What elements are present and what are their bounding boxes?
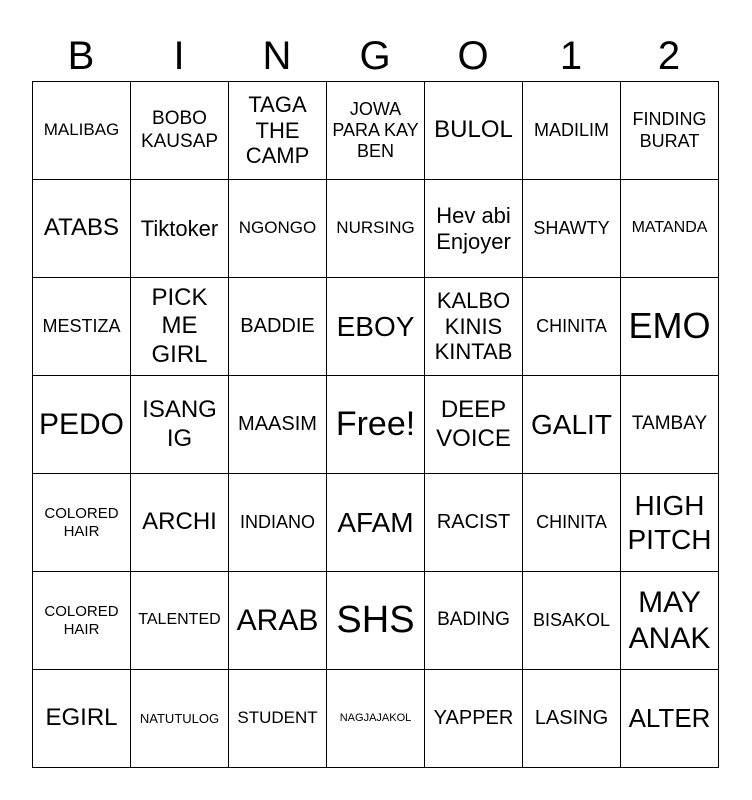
bingo-cell[interactable]: BADING — [425, 572, 523, 670]
bingo-cell[interactable]: ALTER — [621, 670, 719, 768]
bingo-cell[interactable]: NURSING — [327, 180, 425, 278]
bingo-cell[interactable]: FINDING BURAT — [621, 82, 719, 180]
bingo-cell[interactable]: BULOL — [425, 82, 523, 180]
bingo-cell[interactable]: PICK ME GIRL — [131, 278, 229, 376]
bingo-cell[interactable]: ATABS — [33, 180, 131, 278]
bingo-card-grid — [32, 81, 719, 768]
bingo-cell[interactable]: TALENTED — [131, 572, 229, 670]
bingo-cell[interactable]: MAASIM — [229, 376, 327, 474]
bingo-cell[interactable]: SHAWTY — [523, 180, 621, 278]
header-letter-i: I — [173, 34, 185, 78]
bingo-cell[interactable]: EGIRL — [33, 670, 131, 768]
header-letter-g: G — [359, 34, 391, 78]
bingo-cell[interactable]: ARAB — [229, 572, 327, 670]
bingo-cell[interactable]: MALIBAG — [33, 82, 131, 180]
bingo-cell[interactable]: MAY ANAK — [621, 572, 719, 670]
header-letter-n: N — [262, 34, 292, 78]
bingo-cell[interactable]: EMO — [621, 278, 719, 376]
bingo-cell[interactable]: DEEP VOICE — [425, 376, 523, 474]
bingo-cell[interactable]: BADDIE — [229, 278, 327, 376]
bingo-cell[interactable]: BOBO KAUSAP — [131, 82, 229, 180]
bingo-cell[interactable]: Tiktoker — [131, 180, 229, 278]
bingo-cell[interactable]: ISANG IG — [131, 376, 229, 474]
bingo-cell[interactable]: NGONGO — [229, 180, 327, 278]
bingo-cell[interactable]: Hev abi Enjoyer — [425, 180, 523, 278]
bingo-cell[interactable]: YAPPER — [425, 670, 523, 768]
header-digit-2: 2 — [657, 34, 681, 78]
bingo-cell[interactable]: CHINITA — [523, 278, 621, 376]
bingo-cell[interactable]: MADILIM — [523, 82, 621, 180]
bingo-cell[interactable]: JOWA PARA KAY BEN — [327, 82, 425, 180]
bingo-cell[interactable]: INDIANO — [229, 474, 327, 572]
bingo-cell[interactable]: RACIST — [425, 474, 523, 572]
bingo-cell[interactable]: COLORED HAIR — [33, 572, 131, 670]
bingo-cell[interactable]: SHS — [327, 572, 425, 670]
header-letter-b: B — [67, 34, 95, 78]
bingo-cell[interactable]: PEDO — [33, 376, 131, 474]
bingo-cell[interactable]: ARCHI — [131, 474, 229, 572]
bingo-cell[interactable]: NAGJAJAKOL — [327, 670, 425, 768]
bingo-cell[interactable]: GALIT — [523, 376, 621, 474]
bingo-cell[interactable]: NATUTULOG — [131, 670, 229, 768]
bingo-cell[interactable]: MATANDA — [621, 180, 719, 278]
bingo-cell[interactable]: TAMBAY — [621, 376, 719, 474]
bingo-cell[interactable]: BISAKOL — [523, 572, 621, 670]
bingo-cell[interactable]: KALBO KINIS KINTAB — [425, 278, 523, 376]
header-letter-o: O — [457, 34, 489, 78]
bingo-cell[interactable]: MESTIZA — [33, 278, 131, 376]
header-digit-1: 1 — [559, 34, 583, 78]
bingo-cell[interactable]: LASING — [523, 670, 621, 768]
bingo-cell[interactable]: HIGH PITCH — [621, 474, 719, 572]
bingo-cell[interactable]: TAGA THE CAMP — [229, 82, 327, 180]
bingo-cell[interactable]: CHINITA — [523, 474, 621, 572]
bingo-cell[interactable]: EBOY — [327, 278, 425, 376]
bingo-cell[interactable]: COLORED HAIR — [33, 474, 131, 572]
bingo-cell[interactable]: STUDENT — [229, 670, 327, 768]
bingo-cell[interactable]: AFAM — [327, 474, 425, 572]
bingo-header — [32, 30, 720, 82]
bingo-cell[interactable]: Free! — [327, 376, 425, 474]
